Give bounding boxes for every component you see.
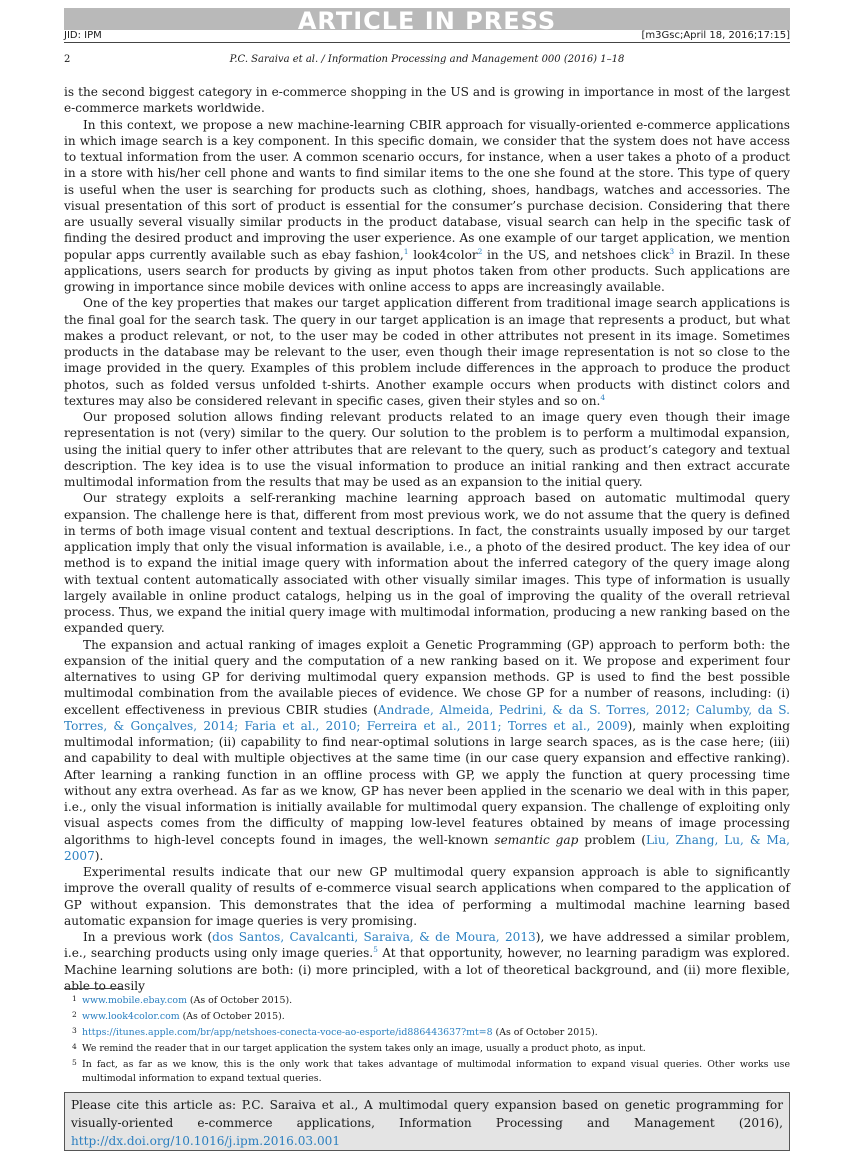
footnote-text: (As of October 2015). [186, 995, 293, 1006]
footnote-link[interactable]: https://itunes.apple.com/br/app/netshoes-conecta-voce-ao-esporte/id886443637?mt=8 [82, 1027, 493, 1038]
footnote-number: 4 [72, 1042, 77, 1051]
article-in-press-banner: ARTICLE IN PRESS [64, 8, 790, 30]
build-stamp: [m3Gsc;April 18, 2016;17:15] [641, 30, 790, 41]
footnote-link[interactable]: www.mobile.ebay.com [82, 995, 187, 1006]
paragraph-6 [64, 637, 790, 865]
footnote-ref-5[interactable]: 5 [373, 945, 378, 955]
paragraph-text: The expansion and actual ranking of images exploit a Genetic Programming (GP) approach to perform both: the expansion of the initial query and the computation of a new ranking based on it. We propose and experiment four alternatives to using GP for deriving multimodal query expansion methods. GP is used to find the best possible multimodal combination from the available pieces of evidence. We chose GP for a number of reasons, including: (i) excellent effectiveness in previous CBIR studies ( [64, 637, 790, 717]
footnote-rule [64, 988, 122, 989]
emphasis-term: semantic gap [494, 832, 579, 847]
footnote-4 [72, 1040, 790, 1056]
paragraph-text: Experimental results indicate that our new GP multimodal query expansion approach is able to significantly improve the overall quality of results of e-commerce visual search applications when compared to the application of GP without expansion. This demonstrates that the idea of performing a multimodal machine learning based automatic expansion for image queries is very promising. [64, 865, 790, 928]
paragraph-text: in the US, and netshoes click [482, 247, 670, 262]
paragraph-text: is the second biggest category in e-commerce shopping in the US and is growing in importance in most of the largest e-commerce markets worldwide. [64, 85, 790, 116]
paragraph-text: ), we have addressed a similar problem, i.e., searching products using only image queries. [64, 930, 790, 961]
footnote-number: 2 [72, 1010, 77, 1019]
paragraph-8 [64, 929, 790, 994]
paragraph-text: in Brazil. In these applications, users search for products by giving as input photos taken from other products. Such applications are growing in importance since mobile devices with online access to apps are increasingly available. [64, 247, 790, 294]
footnote-5 [72, 1056, 790, 1086]
paragraph-text: At that opportunity, however, no learning paradigm was explored. Machine learning solutions are both: (i) more principled, with a lot of theoretical background, and (ii) more flexible, able to easily [64, 946, 791, 993]
paragraph-2 [64, 117, 790, 296]
citation-link[interactable]: Liu, Zhang, Lu, & Ma, 2007 [64, 832, 790, 863]
paragraph-4 [64, 409, 790, 490]
paragraph-text: ), mainly when exploiting multimodal information; (ii) capability to find near-optimal solutions in large search spaces, as is the case here; (iii) and capability to deal with multiple objectives at the same time (in our case query expansion and effective ranking). After learning a ranking function in an offline process with GP, we apply the function at query processing time without any extra overhead. As far as we know, GP has never been applied in the scenario we deal with in this paper, i.e., only the visual information is initially available for multimodal query expansion. The challenge of exploiting only visual aspects comes from the difficulty of mapping low-level features obtained by means of image processing algorithms to high-level concepts found in images, the well-known [64, 718, 790, 847]
footnote-ref-1[interactable]: 1 [403, 246, 409, 256]
paragraph-3 [64, 295, 790, 409]
footnotes [64, 992, 790, 1086]
footnote-number: 1 [72, 994, 77, 1003]
footnote-ref-4[interactable]: 4 [600, 392, 606, 402]
running-head: P.C. Saraiva et al. / Information Processing and Management 000 (2016) 1–18 [229, 54, 625, 65]
footnote-number: 3 [72, 1026, 77, 1035]
footnote-ref-3[interactable]: 3 [669, 246, 675, 256]
paragraph-text: look4color [408, 247, 478, 262]
footnote-text: In fact, as far as we know, this is the only work that takes advantage of multimodal information to expand visual queries. Other works use multimodal information to expand textual queries. [82, 1059, 790, 1084]
footnote-3 [72, 1024, 790, 1040]
footnote-text: (As of October 2015). [492, 1027, 598, 1038]
page-number: 2 [64, 54, 71, 65]
doi-link[interactable]: http://dx.doi.org/10.1016/j.ipm.2016.03.001 [71, 1134, 341, 1148]
footnote-number: 5 [72, 1058, 77, 1067]
header-rule [64, 42, 790, 43]
footnote-ref-2[interactable]: 2 [477, 246, 483, 256]
paragraph-text: In a previous work ( [83, 930, 213, 944]
paragraph-text: Our strategy exploits a self-reranking machine learning approach based on automatic multimodal query expansion. The challenge here is that, different from most previous work, we do not assume that the query is defined in terms of both image visual content and textual descriptions. In fact, the constraints usually imposed by our target application imply that only the visual information is available, i.e., a photo of the desired product. The key idea of our method is to expand the initial image query with information about the inferred category of the query image along with textual content automatically associated with other visually similar images. This type of information is usually largely available in online product catalogs, helping us in the goal of improving the quality of the overall retrieval process. Thus, we expand the initial query image with multimodal information, producing a new ranking based on the expanded query. [64, 491, 790, 636]
footnote-2 [72, 1008, 790, 1024]
footnote-text: (As of October 2015). [179, 1011, 285, 1022]
footnote-link[interactable]: www.look4color.com [82, 1011, 180, 1022]
paragraph-7 [64, 864, 790, 929]
article-body [64, 84, 790, 994]
citation-link[interactable]: Andrade, Almeida, Pedrini, & da S. Torres, 2012; Calumby, da S. Torres, & Gonçalves, 2014; Faria et al., 2010; Ferreira et al., 2011; Torres et al., 2009 [64, 702, 790, 733]
paragraph-5 [64, 490, 790, 636]
footnote-text: We remind the reader that in our target application the system takes only an image, usually a product photo, as input. [82, 1043, 646, 1054]
citation-box [64, 1092, 790, 1151]
paragraph-text: In this context, we propose a new machine-learning CBIR approach for visually-oriented e-commerce applications in which image search is a key component. In this specific domain, we consider that the system does not have access to textual information from the user. A common scenario occurs, for instance, when a user takes a photo of a product in a store with his/her cell phone and wants to find similar items to the one she found at the store. This type of query is useful when the user is searching for products such as clothing, shoes, handbags, watches and accessories. The visual presentation of this sort of product is essential for the consumer’s purchase decision. Considering that there are usually several visually similar products in the product database, visual search can help in the specific task of finding the desired product and improving the user experience. As one example of our target application, we mention popular apps currently available such as ebay fashion, [64, 117, 790, 262]
paragraph-text: One of the key properties that makes our target application different from traditional image search applications is the final goal for the search task. The query in our target application is an image that represents a product, but what makes a product relevant, or not, to the user may be coded in other attributes not present in its image. Sometimes products in the database may be relevant to the user, even though their image representation is not so close to the image provided in the query. Examples of this problem include differences in the approach to produce the product photos, such as folded versus unfolded t-shirts. Another example occurs when products with distinct colors and textures may also be considered relevant in specific cases, given their styles and so on. [64, 296, 790, 408]
citation-text: Please cite this article as: P.C. Saraiva et al., A multimodal query expansion based on genetic programming for visually-oriented e-commerce applications, Information Processing and Management (2016), [71, 1098, 783, 1130]
paragraph-text: Our proposed solution allows finding relevant products related to an image query even though their image representation is not (very) similar to the query. Our solution to the problem is to perform a multimodal expansion, using the initial query to infer other attributes that are relevant to the query, such as product’s category and textual description. The key idea is to use the visual information to produce an initial ranking and then extract accurate multimodal information from the results that may be used as an expansion to the initial query. [64, 410, 790, 489]
paragraph-1 [64, 84, 790, 117]
footnote-1 [72, 992, 790, 1008]
paragraph-text: problem ( [578, 832, 647, 847]
paragraph-text: ). [94, 848, 104, 863]
citation-link[interactable]: dos Santos, Cavalcanti, Saraiva, & de Moura, 2013 [212, 930, 536, 944]
journal-id: JID: IPM [64, 30, 102, 41]
